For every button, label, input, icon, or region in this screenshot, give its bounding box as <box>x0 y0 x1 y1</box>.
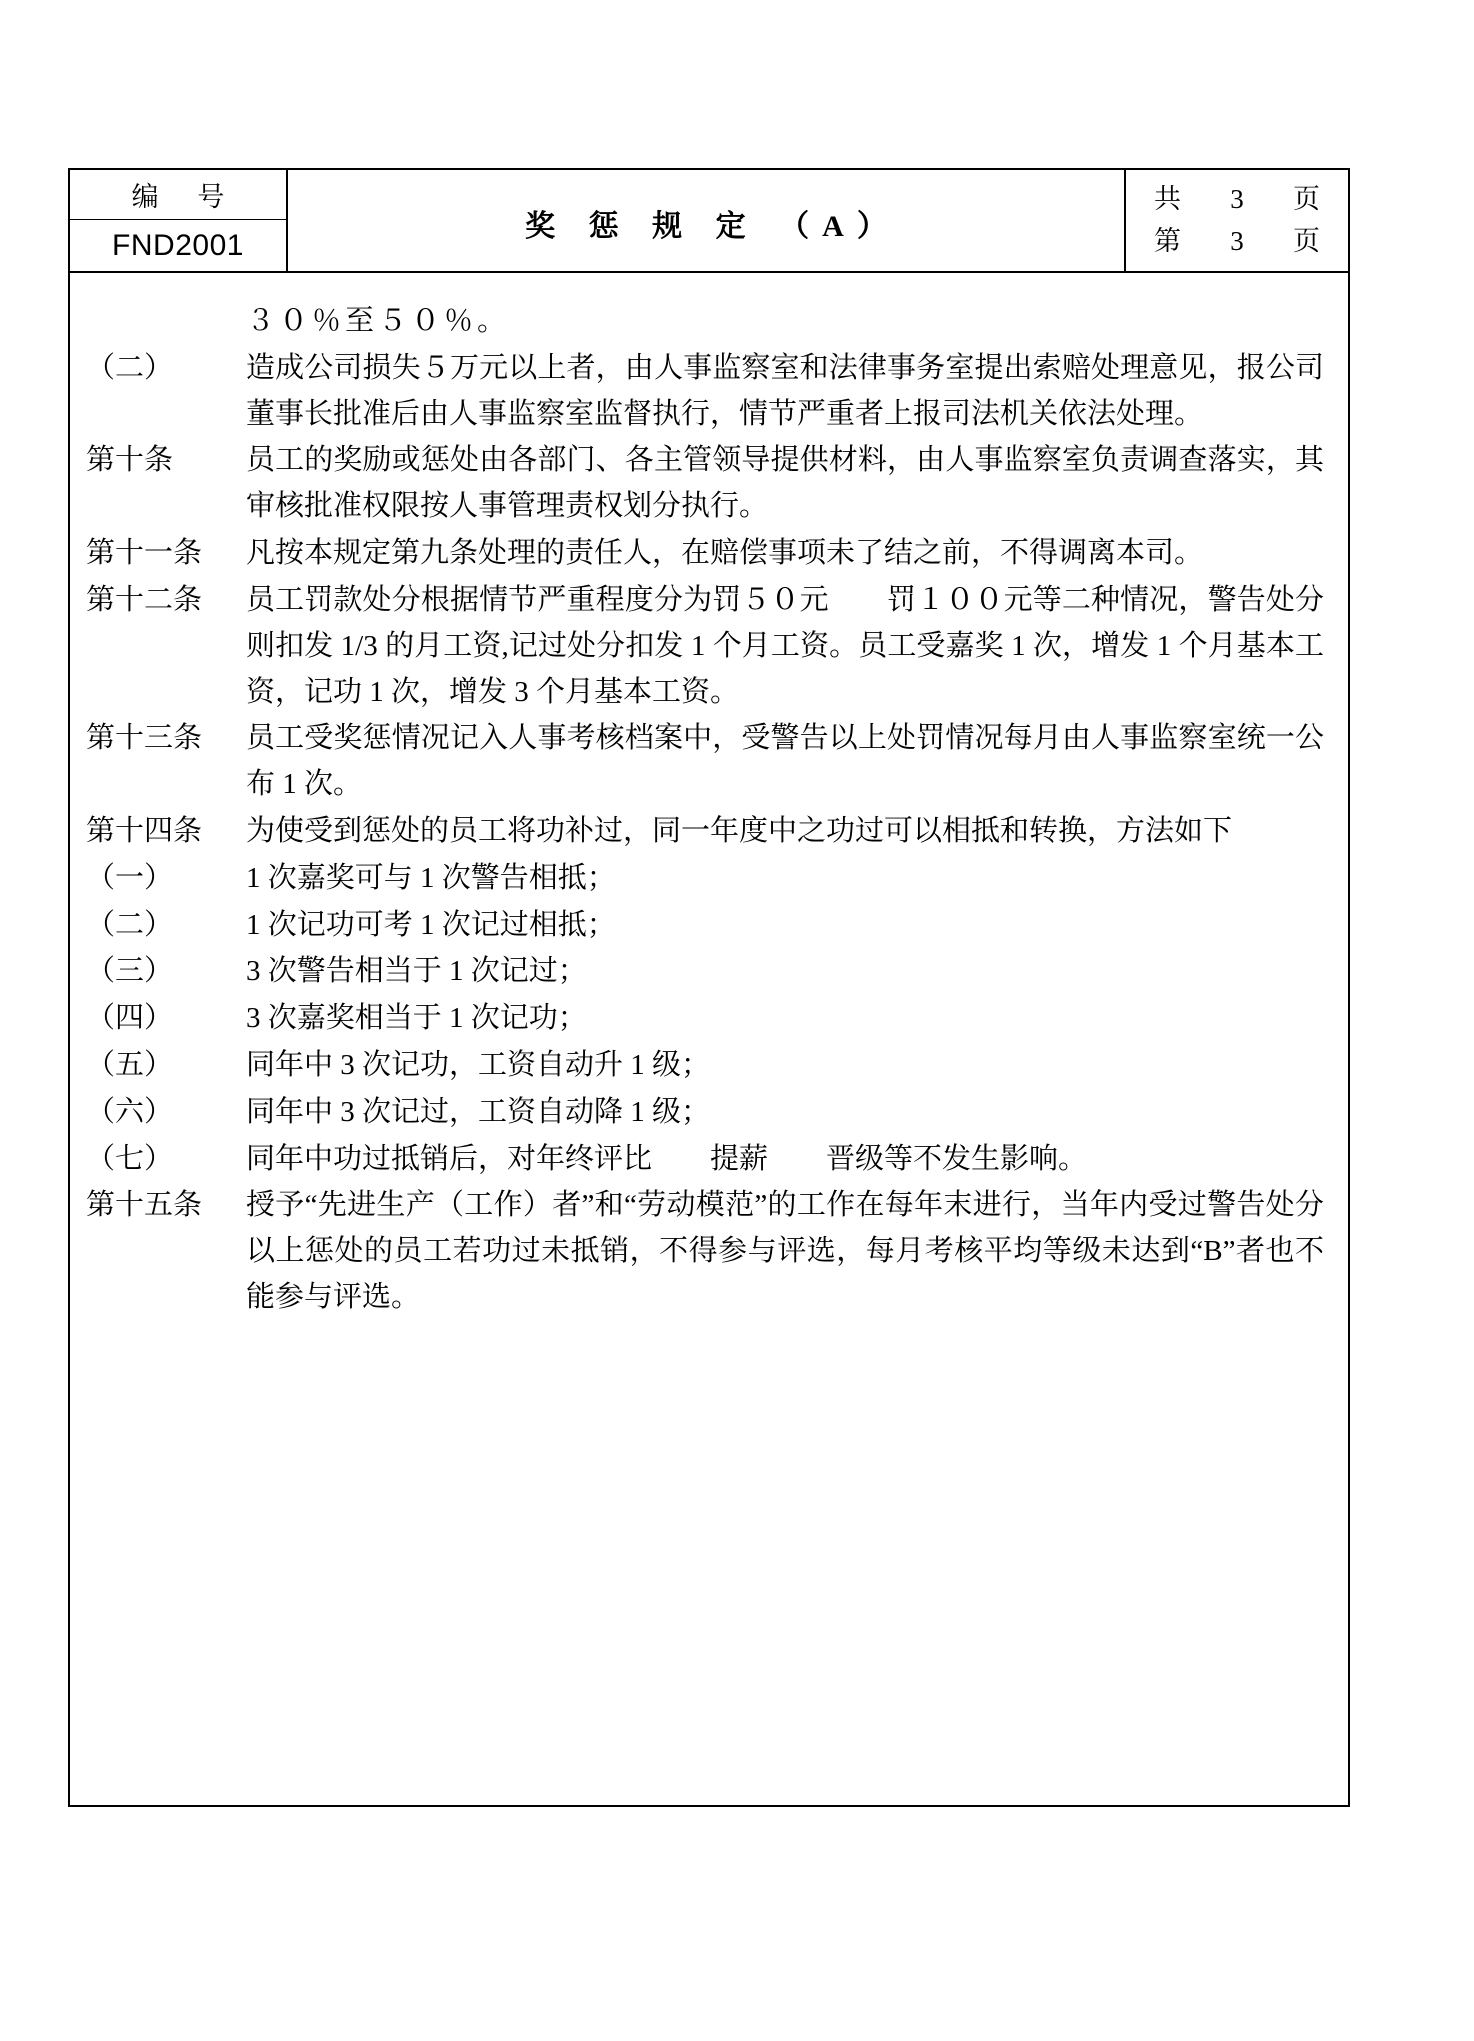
header-number-value: FND2001 <box>112 228 244 262</box>
clause-label: 第十五条 <box>86 1189 203 1222</box>
current-page-prefix: 第 <box>1154 225 1181 256</box>
clause-row <box>78 903 1330 949</box>
clause-label: （四） <box>86 1002 174 1035</box>
clause-row <box>78 1043 1330 1089</box>
clause-row <box>78 716 1330 808</box>
clause-row <box>78 531 1330 577</box>
clause-label: 第十二条 <box>86 583 203 616</box>
clause-text: 员工罚款处分根据情节严重程度分为罚５０元 罚１００元等二种情况，警告处分则扣发 1/3 的月工资,记过处分扣发 1 个月工资。员工受嘉奖 1 次，增发 1 个月基本工资，记功 1 次，增发 3 个月基本工资。 <box>246 583 1324 708</box>
clause-row <box>78 299 1330 345</box>
header-number-label: 编 号 <box>70 170 286 220</box>
total-pages-line <box>1148 179 1326 221</box>
total-pages-value: 3 <box>1230 183 1244 214</box>
clause-row <box>78 438 1330 530</box>
clause-label: （六） <box>86 1095 174 1128</box>
clause-label: 第十三条 <box>86 722 203 755</box>
clause-row <box>78 1090 1330 1136</box>
clause-label: （七） <box>86 1142 174 1175</box>
header-number-cell <box>70 170 288 271</box>
clause-text: 员工受奖惩情况记入人事考核档案中，受警告以上处罚情况每月由人事监察室统一公布 1 次。 <box>246 722 1324 801</box>
clause-text: 1 次记功可考 1 次记过相抵； <box>246 908 616 941</box>
clause-label: 第十条 <box>86 444 174 477</box>
clause-text: 造成公司损失５万元以上者，由人事监察室和法律事务室提出索赔处理意见，报公司董事长批准后由人事监察室监督执行，情节严重者上报司法机关依法处理。 <box>246 351 1324 430</box>
current-page-suffix: 页 <box>1293 225 1320 256</box>
clause-label: （五） <box>86 1049 174 1081</box>
clause-row <box>78 809 1330 855</box>
current-page-line <box>1148 221 1326 263</box>
document-header-table <box>70 170 1348 273</box>
clause-label: （三） <box>86 955 174 988</box>
clause-row <box>78 996 1330 1042</box>
total-pages-prefix: 共 <box>1154 183 1181 214</box>
clause-row <box>78 949 1330 995</box>
total-pages-suffix: 页 <box>1293 183 1320 214</box>
clause-label: （二） <box>86 351 174 384</box>
clause-row <box>78 578 1330 715</box>
clause-text: 凡按本规定第九条处理的责任人，在赔偿事项未了结之前，不得调离本司。 <box>246 537 1204 570</box>
clause-text: 授予“先进生产（工作）者”和“劳动模范”的工作在每年末进行，当年内受过警告处分以上惩处的员工若功过未抵销，不得参与评选，每月考核平均等级未达到“B”者也不能参与评选。 <box>246 1189 1324 1314</box>
document-body <box>70 273 1348 1805</box>
clause-text: 3 次嘉奖相当于 1 次记功； <box>246 1002 587 1035</box>
clause-text: ３０％至５０％。 <box>246 305 511 337</box>
header-pages-cell <box>1126 170 1348 271</box>
clause-text: 同年中 3 次记过，工资自动降 1 级； <box>246 1095 711 1128</box>
document-frame <box>68 168 1350 1807</box>
current-page-value: 3 <box>1230 225 1244 256</box>
clause-row <box>78 346 1330 438</box>
clause-row <box>78 1183 1330 1320</box>
clause-text: 同年中功过抵销后，对年终评比 提薪 晋级等不发生影响。 <box>246 1142 1088 1175</box>
clause-row <box>78 1137 1330 1183</box>
document-title: 奖 惩 规 定 （A） <box>288 170 1126 271</box>
clause-label: （一） <box>86 861 174 894</box>
clause-label: （二） <box>86 908 174 941</box>
clause-label: 第十一条 <box>86 537 203 570</box>
clause-text: 同年中 3 次记功，工资自动升 1 级； <box>246 1049 711 1081</box>
clause-label: 第十四条 <box>86 814 203 847</box>
clause-text: 1 次嘉奖可与 1 次警告相抵； <box>246 861 616 894</box>
clause-text: 3 次警告相当于 1 次记过； <box>246 955 587 988</box>
clause-text: 员工的奖励或惩处由各部门、各主管领导提供材料，由人事监察室负责调查落实，其审核批准权限按人事管理责权划分执行。 <box>246 444 1324 523</box>
clause-row <box>78 856 1330 902</box>
clause-text: 为使受到惩处的员工将功补过，同一年度中之功过可以相抵和转换，方法如下 <box>246 814 1233 847</box>
